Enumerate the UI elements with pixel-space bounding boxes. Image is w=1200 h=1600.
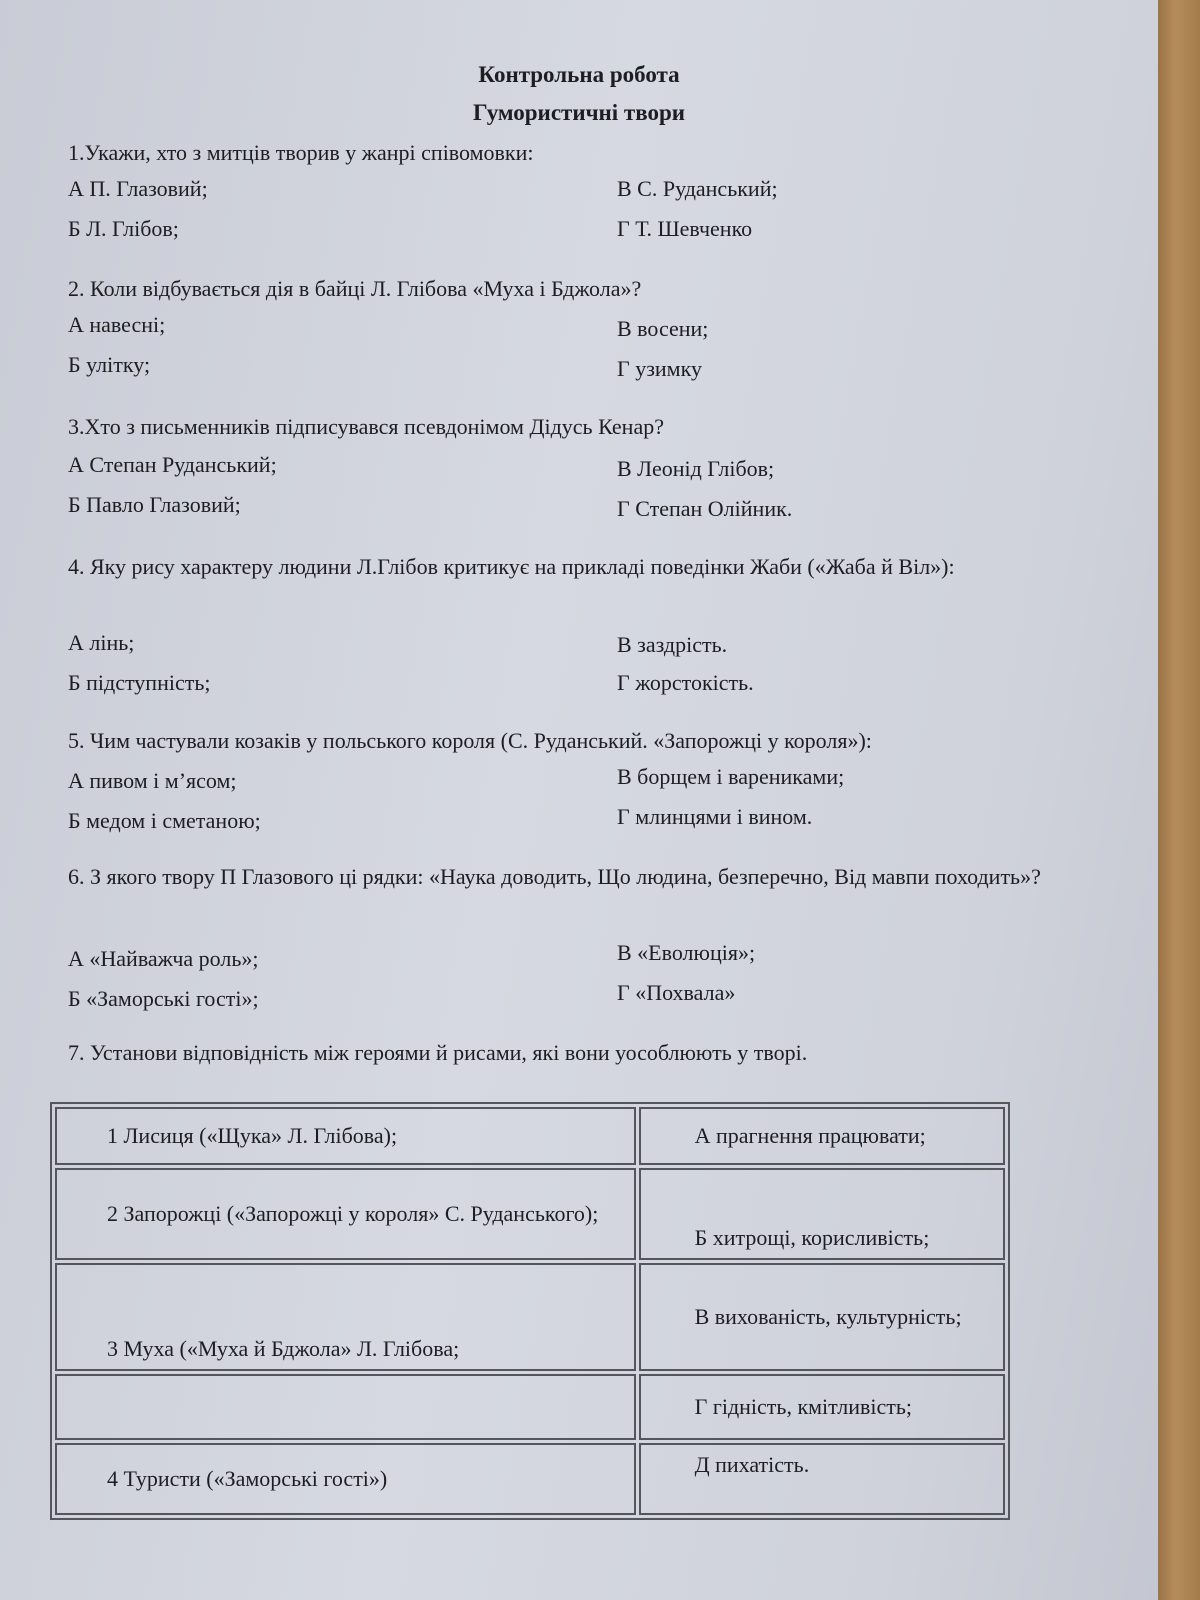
table-row [55,1443,1005,1515]
q1-option-h: Г Т. Шевченко [617,216,753,241]
trait-cell: Д пихатість. [639,1443,1005,1515]
hero-cell: 4 Туристи («Заморські гості») [55,1443,636,1515]
question-3: 3.Хто з письменників підписувався псевдонімом Дідусь Кенар? [68,414,664,439]
trait-cell: Б хитрощі, корисливість; [639,1168,1005,1260]
q3-option-v: В Леонід Глібов; [617,456,775,481]
q4-option-a: А лінь; [68,630,135,655]
trait-cell: В вихованість, культурність; [639,1263,1005,1371]
hero-cell: 2 Запорожці («Запорожці у короля» С. Руданського); [55,1168,636,1260]
table-row [55,1168,1005,1260]
q6-option-v: В «Еволюція»; [617,940,756,965]
table-row [55,1263,1005,1371]
question-2: 2. Коли відбувається дія в байці Л. Глібова «Муха і Бджола»? [68,276,642,301]
trait-cell: А прагнення працювати; [639,1107,1005,1165]
q3-option-b: Б Павло Глазовий; [68,492,241,517]
q2-option-a: А навесні; [68,312,166,337]
q5-option-h: Г млинцями і вином. [617,804,813,829]
hero-cell [55,1374,636,1440]
q3-option-a: А Степан Руданський; [68,452,277,477]
question-7: 7. Установи відповідність між героями й рисами, які вони уособлюють у творі. [68,1040,808,1065]
table-row [55,1107,1005,1165]
document-title: Контрольна робота [478,62,680,87]
q2-option-b: Б улітку; [68,352,151,377]
wooden-surface [1158,0,1200,1600]
q3-option-h: Г Степан Олійник. [617,496,793,521]
q1-option-a: А П. Глазовий; [68,176,208,201]
question-4: 4. Яку рису характеру людини Л.Глібов критикує на прикладі поведінки Жаби («Жаба й Віл»): [68,554,955,579]
q5-option-a: А пивом і м’ясом; [68,768,237,793]
q5-option-b: Б медом і сметаною; [68,808,261,833]
q6-option-h: Г «Похвала» [617,980,736,1005]
question-1: 1.Укажи, хто з митців творив у жанрі співомовки: [68,140,534,165]
q4-option-h: Г жорстокість. [617,670,754,695]
q1-option-b: Б Л. Глібов; [68,216,179,241]
q6-option-b: Б «Заморські гості»; [68,986,259,1011]
question-6: 6. З якого твору П Глазового ці рядки: «Наука доводить, Що людина, безперечно, Від мавпи походить»? [68,864,1041,889]
q4-option-v: В заздрість. [617,632,728,657]
trait-cell: Г гідність, кмітливість; [639,1374,1005,1440]
q5-option-v: В борщем і варениками; [617,764,845,789]
question-5: 5. Чим частували козаків у польського короля (С. Руданський. «Запорожці у короля»): [68,728,872,753]
q4-option-b: Б підступність; [68,670,211,695]
q1-option-v: В С. Руданський; [617,176,778,201]
q2-option-h: Г узимку [617,356,702,381]
q2-option-v: В восени; [617,316,709,341]
document-subtitle: Гумористичні твори [472,100,686,125]
table-row [55,1374,1005,1440]
matching-table [50,1102,1010,1520]
q6-option-a: А «Найважча роль»; [68,946,259,971]
hero-cell: 3 Муха («Муха й Бджола» Л. Глібова; [55,1263,636,1371]
hero-cell: 1 Лисиця («Щука» Л. Глібова); [55,1107,636,1165]
